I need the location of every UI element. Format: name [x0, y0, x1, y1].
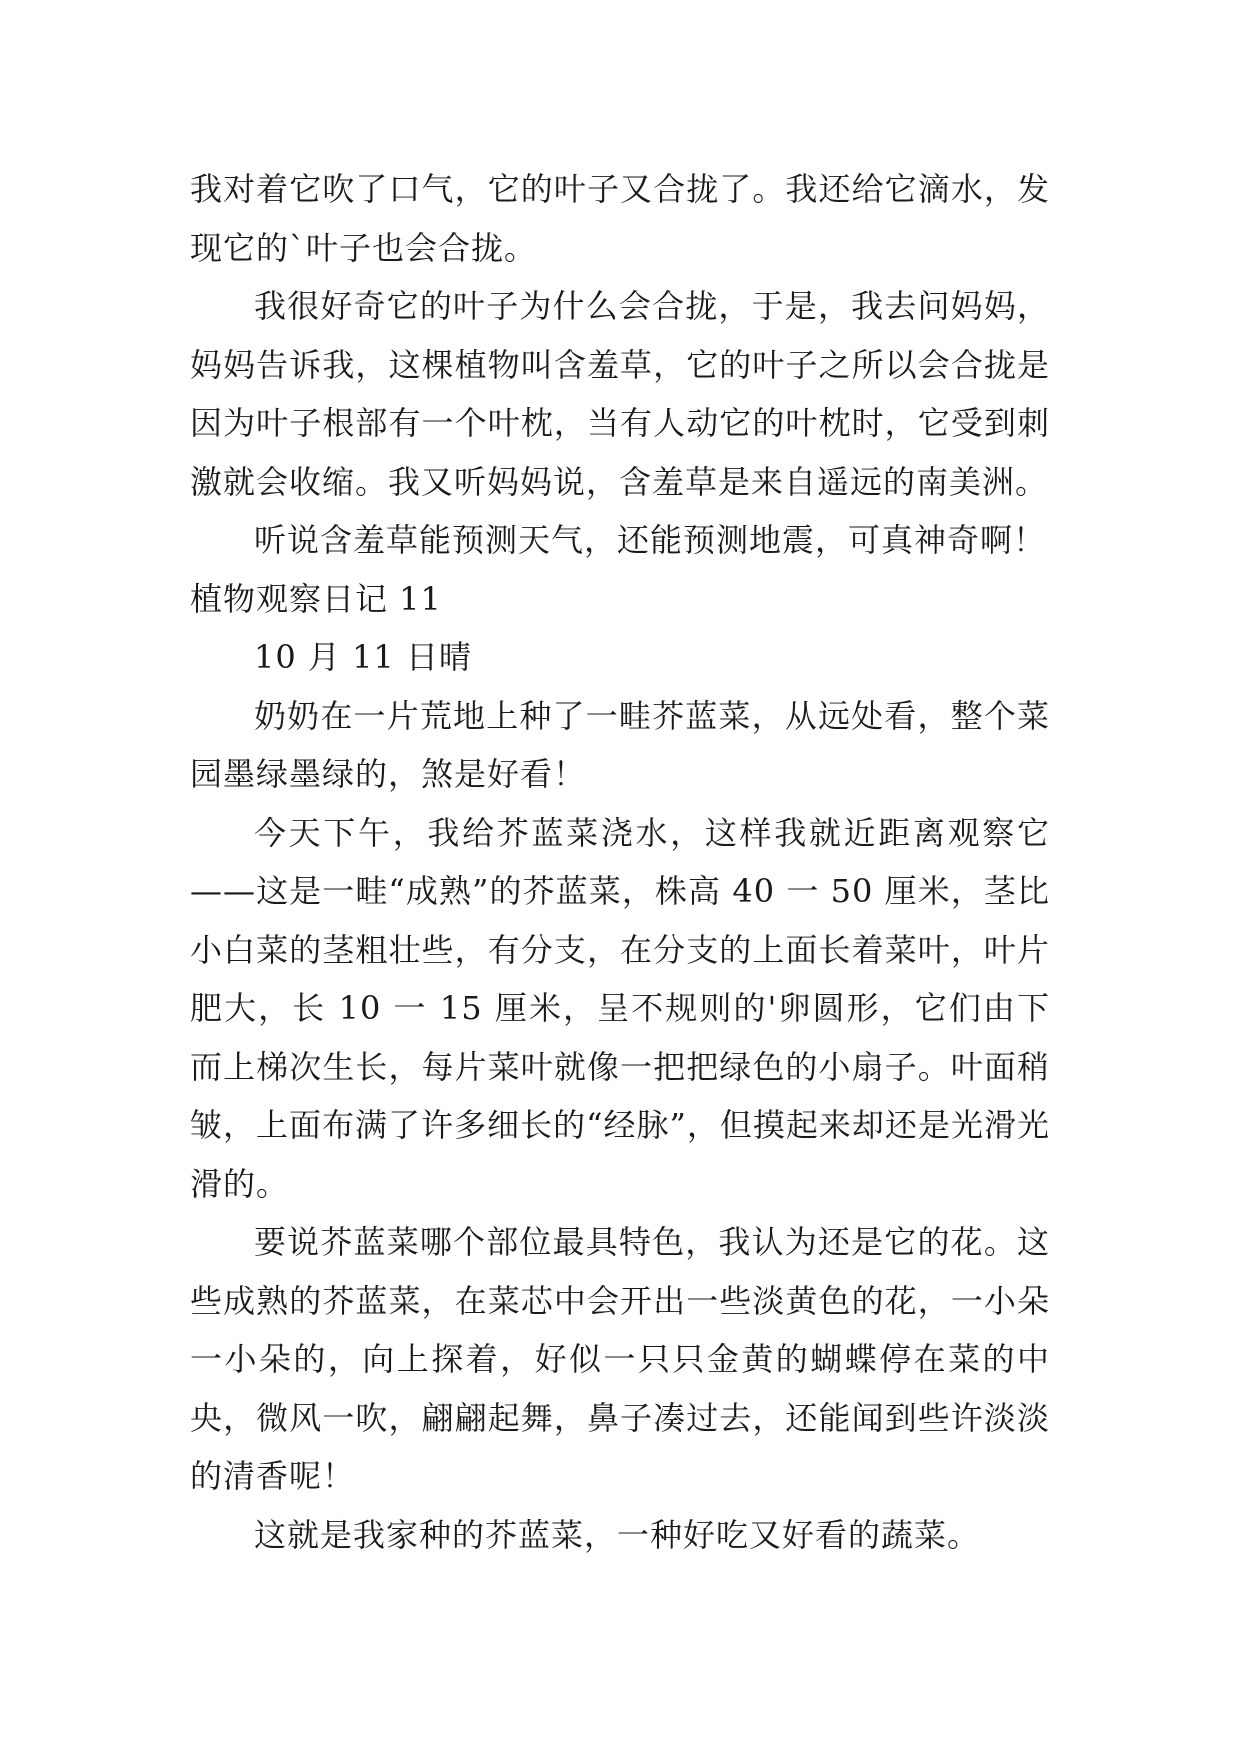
paragraph: 这就是我家种的芥蓝菜，一种好吃又好看的蔬菜。 [254, 1515, 981, 1554]
diary-date: 10 月 11 日晴 [254, 638, 472, 676]
document-body [190, 160, 1050, 1564]
paragraph: 要说芥蓝菜哪个部位最具特色，我认为还是它的花。这些成熟的芥蓝菜，在菜芯中会开出一些淡黄色的花，一小朵一小朵的，向上探着，好似一只只金黄的蝴蝶停在菜的中央，微风一吹，翩翩起舞，鼻子凑过去，还能闻到些许淡淡的清香呢！ [190, 1223, 1050, 1495]
paragraph: 奶奶在一片荒地上种了一畦芥蓝菜，从远处看，整个菜园墨绿墨绿的，煞是好看！ [190, 696, 1050, 793]
paragraph: 听说含羞草能预测天气，还能预测地震，可真神奇啊！ [254, 521, 1047, 559]
section-heading: 植物观察日记 11 [190, 579, 442, 618]
paragraph: 我很好奇它的叶子为什么会合拢，于是，我去问妈妈，妈妈告诉我，这棵植物叫含羞草，它的叶子之所以会合拢是因为叶子根部有一个叶枕，当有人动它的叶枕时，它受到刺激就会收缩。我又听妈妈说，含羞草是来自遥远的南美洲。 [190, 287, 1050, 501]
paragraph: 今天下午，我给芥蓝菜浇水，这样我就近距离观察它——这是一畦“成熟”的芥蓝菜，株高 40 一 50 厘米，茎比小白菜的茎粗壮些，有分支，在分支的上面长着菜叶，叶片肥大，长 10 一 15 厘米，呈不规则的'卵圆形，它们由下而上梯次生长，每片菜叶就像一把把绿色的小扇子。叶面稍皱，上面布满了许多细长的“经脉”，但摸起来却还是光滑光滑的。 [190, 813, 1050, 1203]
paragraph: 我对着它吹了口气，它的叶子又合拢了。我还给它滴水，发现它的`叶子也会合拢。 [190, 170, 1050, 267]
